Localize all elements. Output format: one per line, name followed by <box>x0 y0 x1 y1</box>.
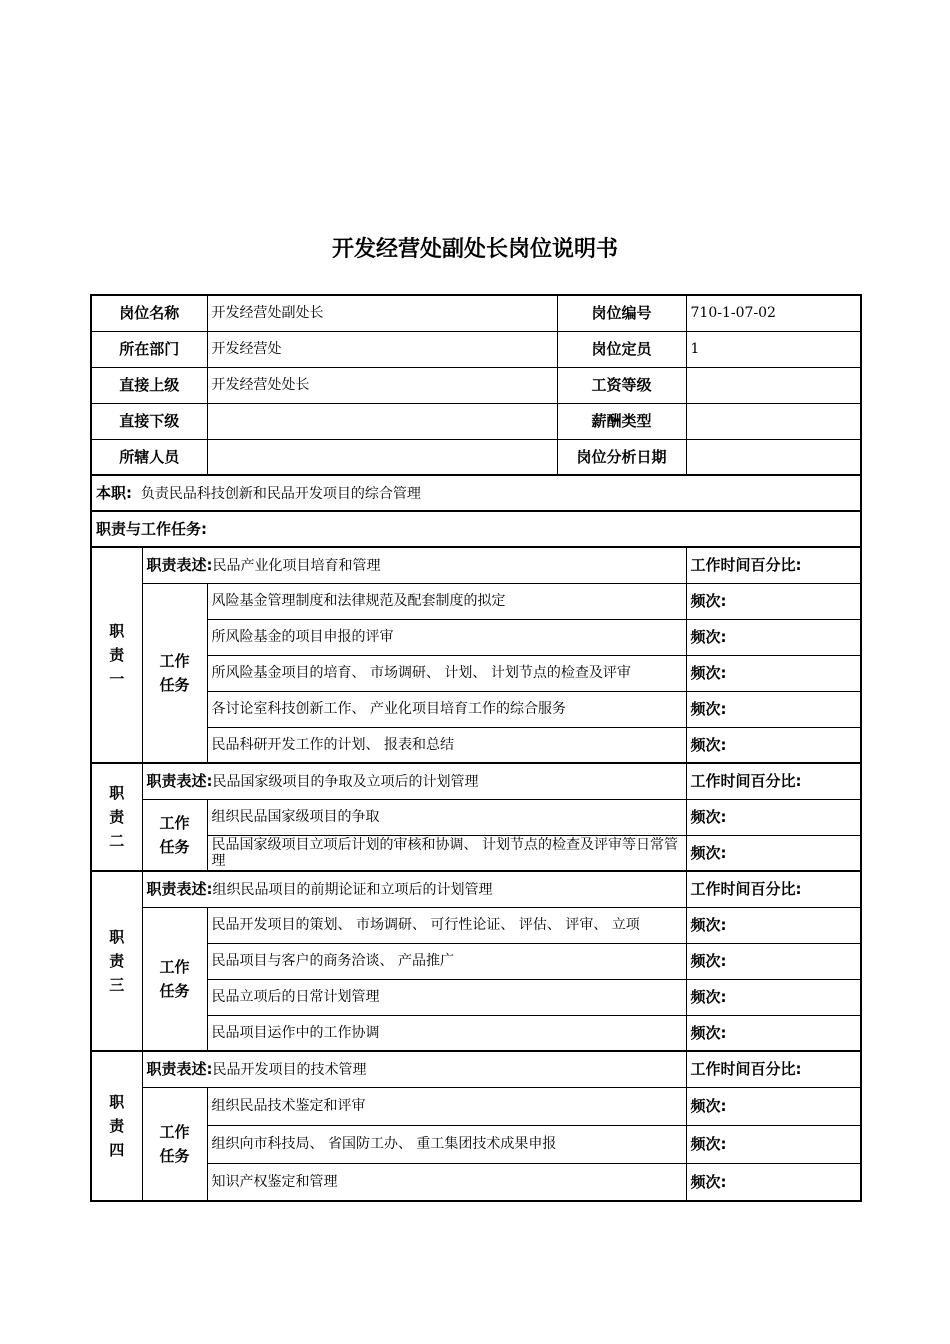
page-title: 开发经营处副处长岗位说明书 <box>331 237 618 262</box>
responsibility-1-freq-5: 频次: <box>686 727 861 763</box>
responsibility-3-task-3: 民品立项后的日常计划管理 <box>207 979 686 1015</box>
responsibility-3-percent: 工作时间百分比: <box>686 871 861 907</box>
responsibility-4-freq-3: 频次: <box>686 1163 861 1201</box>
pay-type-value <box>686 403 861 439</box>
subordinate-value <box>207 403 557 439</box>
responsibility-1-label: 职 责 一 <box>91 547 142 763</box>
responsibility-4-percent: 工作时间百分比: <box>686 1051 861 1087</box>
responsibility-3-freq-4: 频次: <box>686 1015 861 1051</box>
responsibility-2-desc: 职责表述:民品国家级项目的争取及立项后的计划管理 <box>142 763 686 799</box>
analysis-date-value <box>686 439 861 475</box>
responsibility-1-desc: 职责表述:民品产业化项目培育和管理 <box>142 547 686 583</box>
position-name-label: 岗位名称 <box>91 295 207 331</box>
responsibility-2-task-1: 组织民品国家级项目的争取 <box>207 799 686 835</box>
superior-value: 开发经营处处长 <box>207 367 557 403</box>
responsibility-2-freq-1: 频次: <box>686 799 861 835</box>
responsibility-1-task-4: 各讨论室科技创新工作、 产业化项目培育工作的综合服务 <box>207 691 686 727</box>
responsibility-1-freq-2: 频次: <box>686 619 861 655</box>
responsibility-1-task-2: 所风险基金的项目申报的评审 <box>207 619 686 655</box>
position-code-value: 710-1-07-02 <box>686 295 861 331</box>
superior-label: 直接上级 <box>91 367 207 403</box>
responsibility-3-task-4: 民品项目运作中的工作协调 <box>207 1015 686 1051</box>
responsibility-3-task-2: 民品项目与客户的商务洽谈、 产品推广 <box>207 943 686 979</box>
responsibility-4-task-1: 组织民品技术鉴定和评审 <box>207 1087 686 1125</box>
duty-value: 负责民品科技创新和民品开发项目的综合管理 <box>140 485 421 502</box>
position-code-label: 岗位编号 <box>557 295 686 331</box>
department-value: 开发经营处 <box>207 331 557 367</box>
responsibility-2-task-label: 工作 任务 <box>142 799 207 871</box>
staff-label: 所辖人员 <box>91 439 207 475</box>
responsibility-4-freq-1: 频次: <box>686 1087 861 1125</box>
responsibility-4-label: 职 责 四 <box>91 1051 142 1201</box>
tasks-header: 职责与工作任务: <box>91 511 861 547</box>
responsibility-4-task-label: 工作 任务 <box>142 1087 207 1201</box>
responsibility-4-desc: 职责表述:民品开发项目的技术管理 <box>142 1051 686 1087</box>
subordinate-label: 直接下级 <box>91 403 207 439</box>
responsibility-2-label: 职 责 二 <box>91 763 142 871</box>
responsibility-1-task-label: 工作 任务 <box>142 583 207 763</box>
responsibility-3-task-label: 工作 任务 <box>142 907 207 1051</box>
duty-label: 本职: <box>96 483 132 502</box>
pay-type-label: 薪酬类型 <box>557 403 686 439</box>
responsibility-2-task-2: 民品国家级项目立项后计划的审核和协调、 计划节点的检查及评审等日常管理 <box>207 835 686 871</box>
responsibility-2-percent: 工作时间百分比: <box>686 763 861 799</box>
responsibility-3-freq-1: 频次: <box>686 907 861 943</box>
duty-row <box>91 475 861 511</box>
wage-label: 工资等级 <box>557 367 686 403</box>
responsibility-3-freq-3: 频次: <box>686 979 861 1015</box>
department-label: 所在部门 <box>91 331 207 367</box>
responsibility-1-freq-1: 频次: <box>686 583 861 619</box>
job-description-table <box>90 294 862 1202</box>
staff-value <box>207 439 557 475</box>
quota-value: 1 <box>686 331 861 367</box>
position-name-value: 开发经营处副处长 <box>207 295 557 331</box>
responsibility-1-task-5: 民品科研开发工作的计划、 报表和总结 <box>207 727 686 763</box>
wage-value <box>686 367 861 403</box>
responsibility-4-task-3: 知识产权鉴定和管理 <box>207 1163 686 1201</box>
responsibility-4-task-2: 组织向市科技局、 省国防工办、 重工集团技术成果申报 <box>207 1125 686 1163</box>
responsibility-3-desc: 职责表述:组织民品项目的前期论证和立项后的计划管理 <box>142 871 686 907</box>
responsibility-1-percent: 工作时间百分比: <box>686 547 861 583</box>
responsibility-1-task-1: 风险基金管理制度和法律规范及配套制度的拟定 <box>207 583 686 619</box>
responsibility-4-freq-2: 频次: <box>686 1125 861 1163</box>
responsibility-2-freq-2: 频次: <box>686 835 861 871</box>
responsibility-3-task-1: 民品开发项目的策划、 市场调研、 可行性论证、 评估、 评审、 立项 <box>207 907 686 943</box>
quota-label: 岗位定员 <box>557 331 686 367</box>
responsibility-1-freq-4: 频次: <box>686 691 861 727</box>
analysis-date-label: 岗位分析日期 <box>557 439 686 475</box>
responsibility-3-label: 职 责 三 <box>91 871 142 1051</box>
responsibility-3-freq-2: 频次: <box>686 943 861 979</box>
responsibility-1-task-3: 所风险基金项目的培育、 市场调研、 计划、 计划节点的检查及评审 <box>207 655 686 691</box>
responsibility-1-freq-3: 频次: <box>686 655 861 691</box>
